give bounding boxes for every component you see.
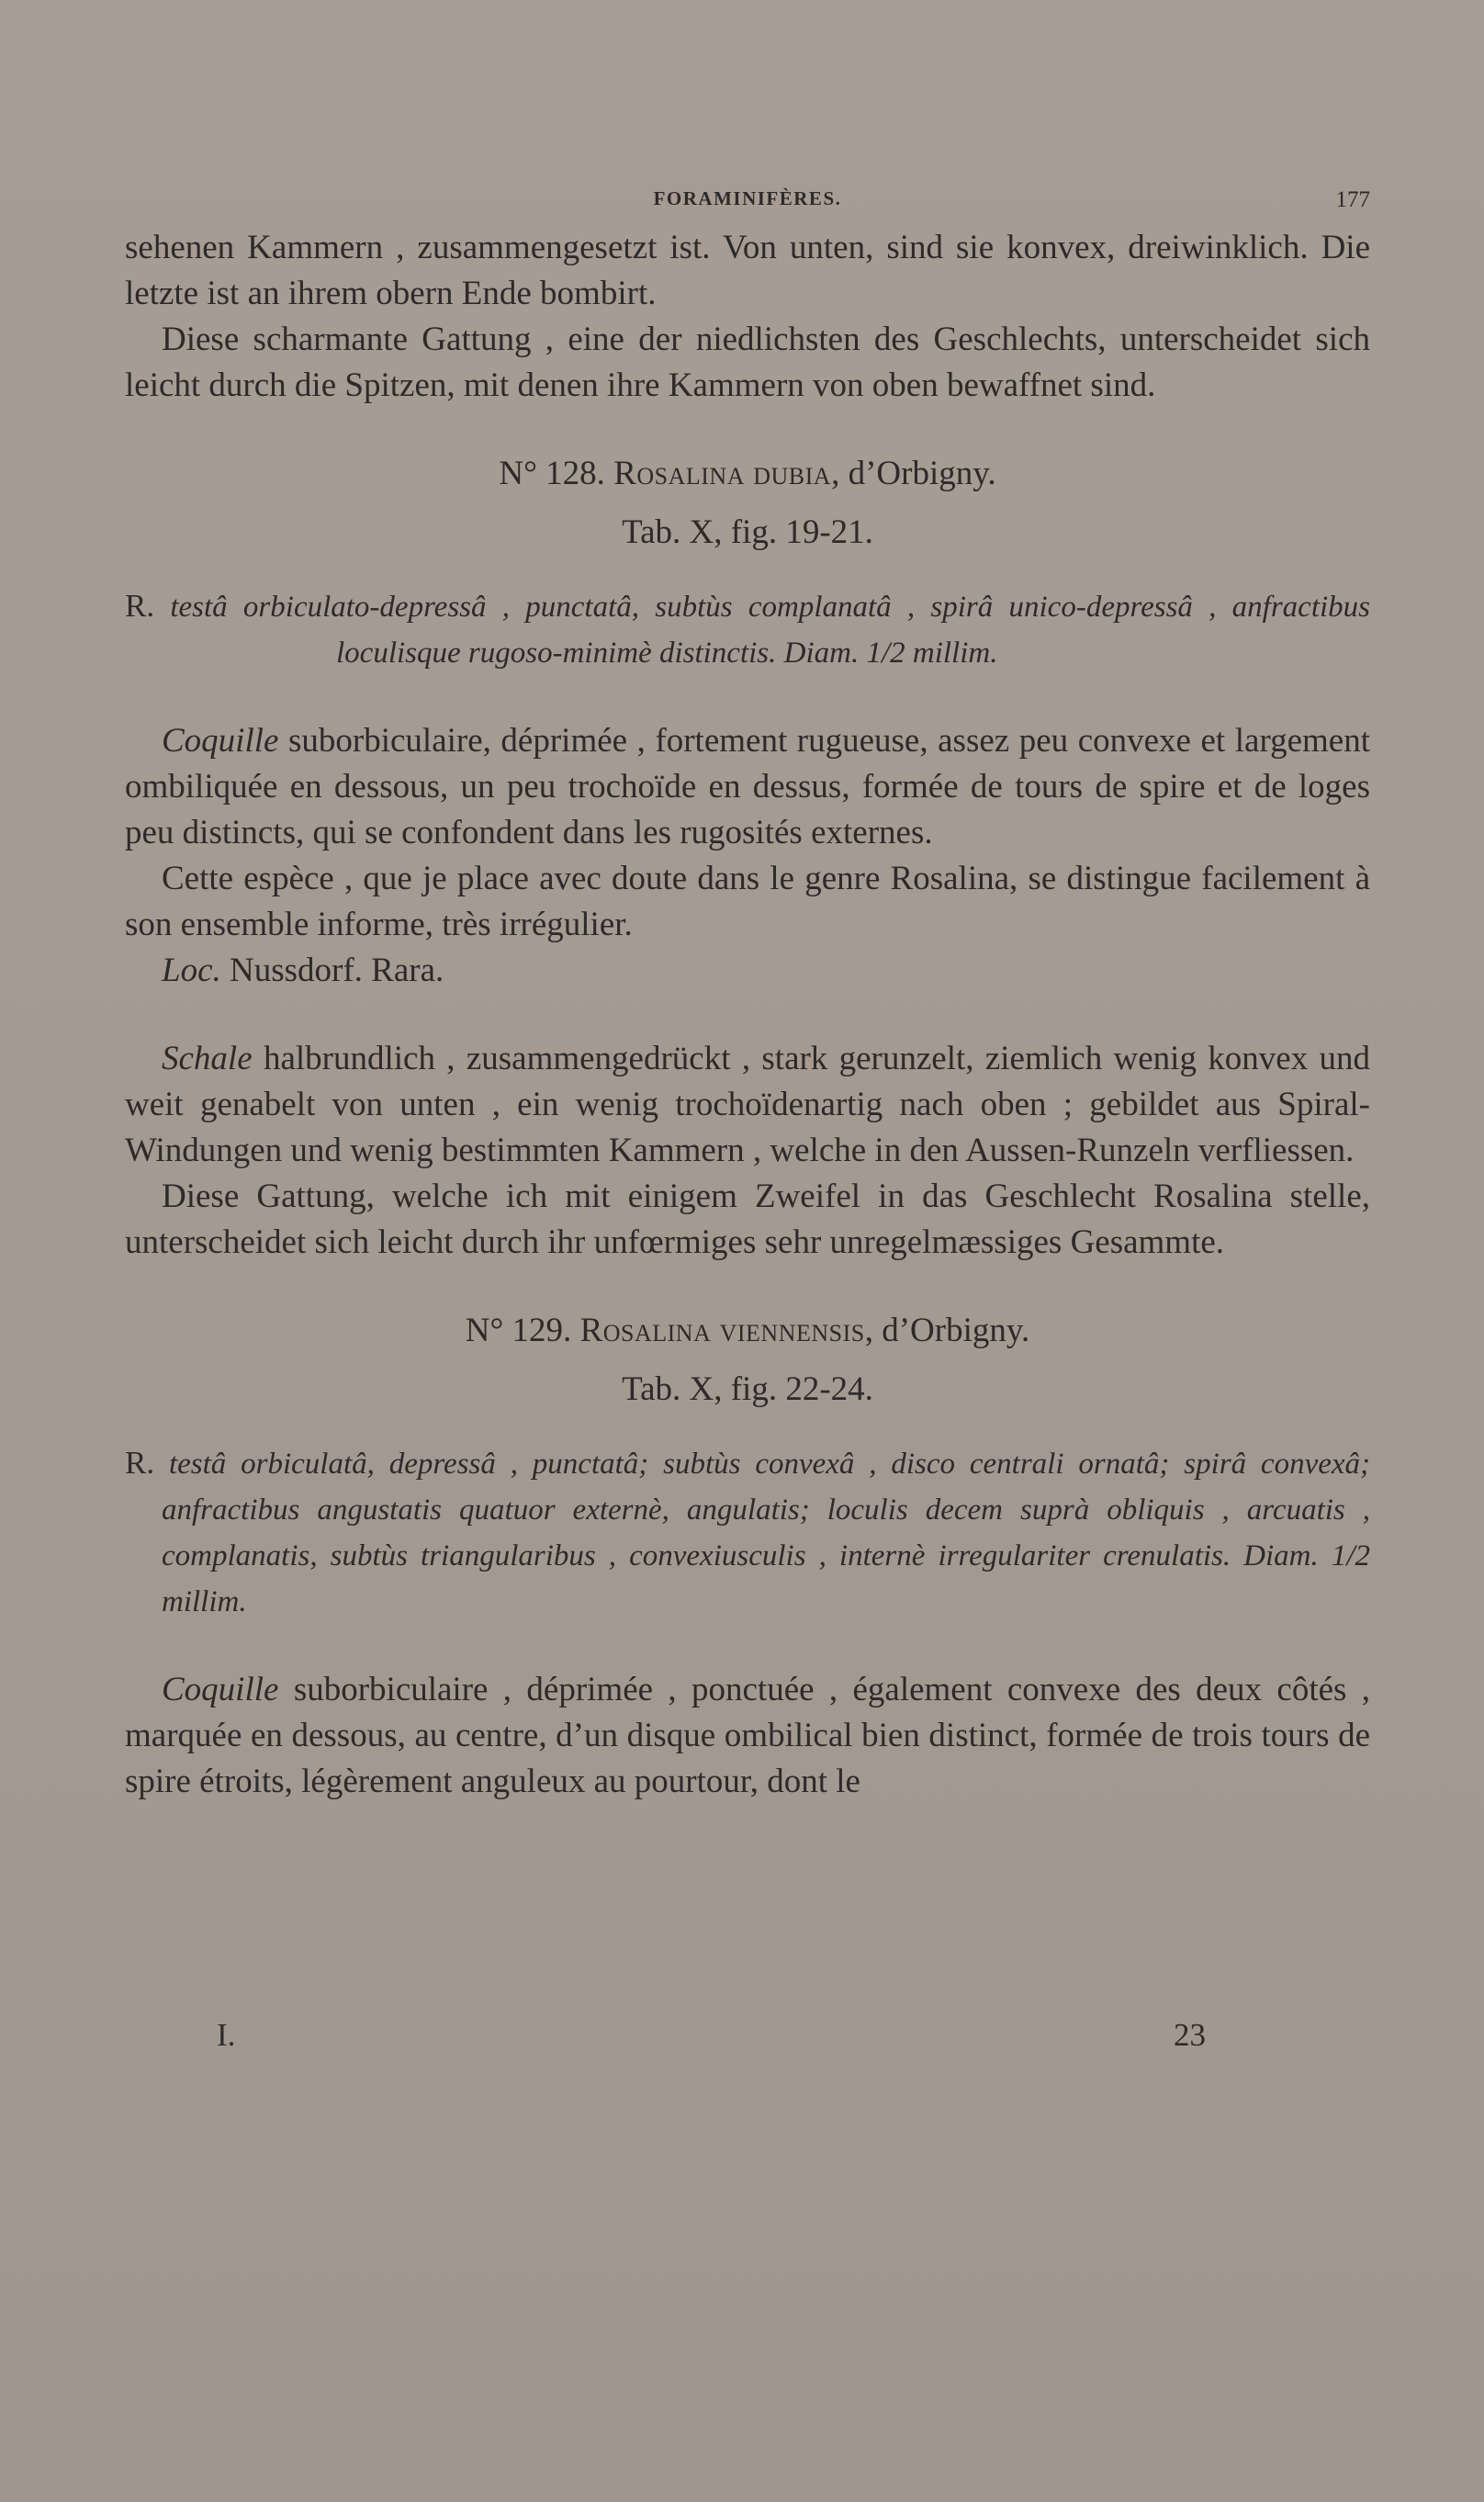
german-description-128 <box>125 1036 1370 1174</box>
entry-title-129 <box>125 1308 1370 1354</box>
german-remark-128: Diese Gattung, welche ich mit einigem Zweifel in das Geschlecht Rosalina stelle, unterscheidet sich leicht durch ihr unfœrmiges sehr unregelmæssiges Gesammte. <box>125 1178 1370 1261</box>
paragraph-german-remark: Diese scharmante Gattung , eine der niedlichsten des Geschlechts, unterscheidet sich leicht durch die Spitzen, mit denen ihre Kammern von oben bewaffnet sind. <box>125 321 1370 404</box>
author-name: , d’Orbigny. <box>831 455 996 492</box>
page-footer <box>125 2017 1370 2063</box>
plate-reference-128: Tab. X, fig. 19-21. <box>622 513 873 551</box>
coquille-label: Coquille <box>162 722 279 760</box>
locality-text: Nussdorf. Rara. <box>230 952 444 989</box>
sheet-number: 23 <box>1174 2017 1206 2053</box>
entry-number: N° 129. <box>465 1312 572 1349</box>
entry-title-128 <box>125 451 1370 497</box>
genus-name: Rosalina <box>613 455 745 492</box>
author-name: , d’Orbigny. <box>864 1312 1030 1349</box>
species-name: dubia <box>753 455 832 492</box>
entry-number: N° 128. <box>499 455 605 492</box>
french-description-text: suborbiculaire, déprimée , fortement rugueuse, assez peu convexe et largement ombiliquée en dessous, un peu trochoïde en dessus, formée de tours de spire et de loges peu distincts, qui se confondent dans les rugosités externes. <box>125 722 1371 851</box>
diagnosis-text: testâ orbiculatâ, depressâ , punctatâ; subtùs convexâ , disco centrali ornatâ; spirâ convexâ; anfractibus angustatis quatuor externè, angulatis; loculis decem suprà obliquis , arcuatis , complanatis, subtùs triangularibus , convexiusculis , internè irregulariter crenulatis. Diam. 1/2 millim. <box>162 1448 1371 1618</box>
diagnosis-lead: R. <box>125 588 155 624</box>
latin-diagnosis-129 <box>125 1440 1370 1625</box>
page-content <box>125 225 1370 1805</box>
page-number: 177 <box>1335 187 1370 212</box>
genus-name: Rosalina <box>579 1312 712 1349</box>
page-header <box>125 187 1370 220</box>
locality-label: Loc. <box>162 952 221 989</box>
species-name: viennensis <box>719 1312 865 1349</box>
coquille-label: Coquille <box>162 1671 279 1708</box>
french-description-text: suborbiculaire , déprimée , ponctuée , également convexe des deux côtés , marquée en dessous, au centre, d’un disque ombilical bien distinct, formée de trois tours de spire étroits, légèrement anguleux au pourtour, dont le <box>125 1671 1371 1800</box>
schale-label: Schale <box>162 1040 253 1077</box>
diagnosis-lead: R. <box>125 1445 155 1481</box>
french-description-129 <box>125 1667 1370 1805</box>
latin-diagnosis-128 <box>125 583 1370 676</box>
french-remark-128: Cette espèce , que je place avec doute dans le genre Rosalina, se distingue facilement à son ensemble informe, très irrégulier. <box>125 860 1370 943</box>
french-description-128 <box>125 718 1370 856</box>
signature-mark: I. <box>217 2017 236 2053</box>
german-description-text: halbrundlich , zusammengedrückt , stark gerunzelt, ziemlich wenig konvex und weit genabelt von unten , ein wenig trochoïdenartig nach oben ; gebildet aus Spiral-Windungen und wenig bestimmten Kammern , welche in den Aussen-Runzeln verfliessen. <box>125 1040 1371 1169</box>
locality-128 <box>125 948 1370 994</box>
running-head: FORAMINIFÈRES. <box>653 187 842 209</box>
paragraph-continued-german: sehenen Kammern , zusammengesetzt ist. Von unten, sind sie konvex, dreiwinklich. Die letzte ist an ihrem obern Ende bombirt. <box>125 229 1370 312</box>
diagnosis-text: testâ orbiculato-depressâ , punctatâ, subtùs complanatâ , spirâ unico-depressâ , anfractibus loculisque rugoso-minimè distinctis. Diam. 1/2 millim. <box>170 591 1370 670</box>
plate-reference-129: Tab. X, fig. 22-24. <box>622 1370 873 1408</box>
